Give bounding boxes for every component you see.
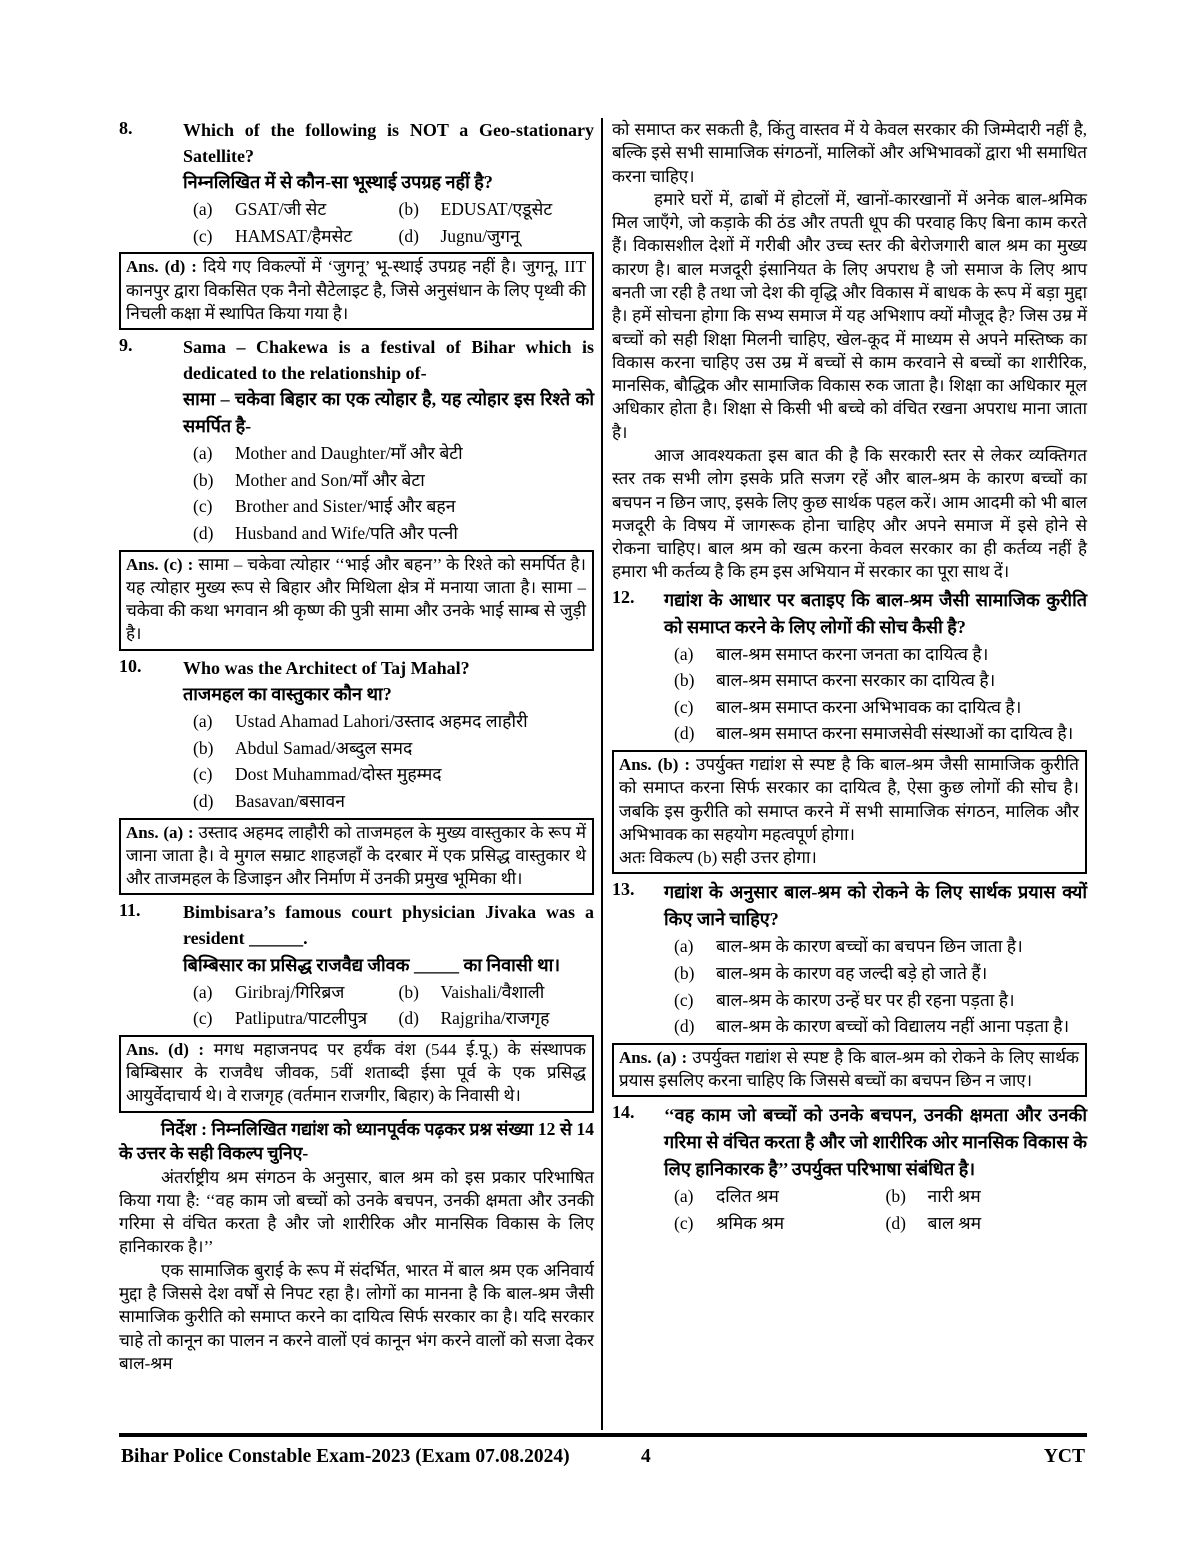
answer-10	[119, 818, 594, 896]
question-9-hindi: सामा – चकेवा बिहार का एक त्योहार है, यह त्योहार इस रिश्ते को समर्पित है-	[183, 389, 594, 437]
option-13a: (a) बाल-श्रम के कारण बच्चों का बचपन छिन जाता है।	[674, 936, 1023, 957]
option-12a: (a) बाल-श्रम समाप्त करना जनता का दायित्व है।	[674, 643, 989, 664]
option-14a: (a) दलित श्रम	[674, 1186, 779, 1207]
question-10-number: 10.	[119, 655, 142, 676]
question-8-options	[183, 196, 594, 249]
answer-9-text: सामा – चकेवा त्योहार ‘‘भाई और बहन’’ के रिश्ते को समर्पित है। यह त्योहार मुख्य रूप से बिहार और मिथिला क्षेत्र में मनाया जाता है। सामा – चकेवा की कथा भगवान श्री कृष्ण की पुत्री सामा और उनके भाई साम्ब से जुड़ी है।	[126, 554, 586, 644]
question-11-number: 11.	[119, 900, 141, 921]
option-11c: (c) Patliputra/पाटलीपुत्र	[193, 1008, 368, 1029]
question-11-english: Bimbisara’s famous court physician Jivaka was a resident ______.	[183, 902, 594, 949]
option-12b: (b) बाल-श्रम समाप्त करना सरकार का दायित्व है।	[674, 670, 996, 691]
answer-13-label: Ans. (a) :	[619, 1047, 688, 1067]
option-9a: (a) Mother and Daughter/माँ और बेटी	[193, 443, 463, 464]
answer-12-main	[619, 753, 1079, 846]
question-8-number: 8.	[119, 118, 133, 138]
question-11-options	[183, 979, 594, 1032]
answer-13	[612, 1043, 1087, 1098]
question-9-number: 9.	[119, 335, 133, 356]
question-10-english: Who was the Architect of Taj Mahal?	[183, 657, 470, 678]
answer-9-label: Ans. (c) :	[126, 554, 194, 574]
option-10a: (a) Ustad Ahamad Lahori/उस्ताद अहमद लाहौरी	[193, 711, 528, 732]
question-8-english: Which of the following is NOT a Geo-stationary Satellite?	[183, 120, 594, 166]
question-10-options	[183, 708, 594, 814]
question-8-hindi: निम्नलिखित में से कौन-सा भूस्थाई उपग्रह नहीं है?	[183, 172, 493, 193]
option-10c: (c) Dost Muhammad/दोस्त मुहम्मद	[193, 764, 442, 785]
option-10b: (b) Abdul Samad/अब्दुल समद	[193, 737, 413, 758]
passage-paragraph-1: अंतर्राष्ट्रीय श्रम संगठन के अनुसार, बाल श्रम को इस प्रकार परिभाषित किया गया है: ‘‘वह काम जो बच्चों को उनके बचपन, उनकी क्षमता और उनकी गरिमा से वंचित करता है और जो शारीरिक और मानसिक विकास के लिए हानिकारक है।’’	[119, 1167, 594, 1257]
question-12-number: 12.	[612, 586, 635, 607]
right-column	[603, 118, 1087, 1430]
answer-11-label: Ans. (d) :	[126, 1039, 205, 1059]
left-column	[119, 118, 603, 1430]
option-9b: (b) Mother and Son/माँ और बेटा	[193, 469, 425, 490]
question-12-options	[664, 641, 1087, 747]
answer-10-text: उस्ताद अहमद लाहौरी को ताजमहल के मुख्य वास्तुकार के रूप में जाना जाता है। वे मुगल सम्राट शाहजहाँ के दरबार में एक प्रसिद्ध वास्तुकार थे और ताजमहल के डिजाइन और निर्माण में उनकी प्रमुख भूमिका थी।	[126, 822, 586, 889]
answer-12-note: अतः विकल्प (b) सही उत्तर होगा।	[619, 848, 817, 868]
answer-12-label: Ans. (b) :	[619, 755, 691, 774]
footer-page-number: 4	[641, 1446, 651, 1467]
page-footer	[119, 1433, 1087, 1467]
option-9c: (c) Brother and Sister/भाई और बहन	[193, 496, 456, 517]
question-13-hindi: गद्यांश के अनुसार बाल-श्रम को रोकने के लिए सार्थक प्रयास क्यों किए जाने चाहिए?	[664, 882, 1087, 930]
answer-8-label: Ans. (d) :	[126, 257, 197, 277]
question-11-hindi: बिम्बिसार का प्रसिद्ध राजवैद्य जीवक _____ का निवासी था।	[183, 954, 561, 975]
passage-paragraph-3: को समाप्त कर सकती है, किंतु वास्तव में ये केवल सरकार की जिम्मेदारी नहीं है, बल्कि इसे सभी सामाजिक संगठनों, मालिकों और अभिभावकों द्वारा भी समाधित करना चाहिए।	[612, 120, 1087, 186]
question-14-options	[664, 1183, 1087, 1236]
question-9-english: Sama – Chakewa is a festival of Bihar which is dedicated to the relationship of-	[183, 337, 594, 383]
answer-11-text: मगध महाजनपद पर हर्यंक वंश (544 ई.पू.) के संस्थापक बिम्बिसार के राजवैध जीवक, 5वीं शताब्दी ईसा पूर्व के एक प्रसिद्ध आयुर्वेदाचार्य थे। वे राजगृह (वर्तमान राजगीर, बिहार) के निवासी थे।	[126, 1039, 586, 1106]
option-9d: (d) Husband and Wife/पति और पत्नी	[193, 523, 458, 543]
answer-12	[612, 750, 1087, 874]
option-11d: (d) Rajgriha/राजगृह	[398, 1008, 550, 1029]
answer-9	[119, 550, 594, 651]
answer-12-text: उपर्युक्त गद्यांश से स्पष्ट है कि बाल-श्रम जैसी सामाजिक कुरीति को समाप्त करना सिर्फ सरकार का दायित्व है, ऐसा कुछ लोगों की सोच है। जबकि इस कुरीति को समाप्त करने में सभी सामाजिक संगठन, मालिक और अभिभावक का सहयोग महत्वपूर्ण होगा।	[619, 755, 1080, 844]
option-11a: (a) Giribraj/गिरिब्रज	[193, 981, 345, 1002]
question-12	[612, 587, 1087, 747]
footer-publisher: YCT	[1043, 1446, 1085, 1467]
option-8d: (d) Jugnu/जुगनू	[398, 225, 520, 246]
question-14-hindi: ‘‘वह काम जो बच्चों को उनके बचपन, उनकी क्षमता और उनकी गरिमा से वंचित करता है और जो शारीरिक ओर मानसिक विकास के लिए हानिकारक है’’ उपर्युक्त परिभाषा संबंधित है।	[664, 1105, 1087, 1180]
question-10-hindi: ताजमहल का वास्तुकार कौन था?	[183, 684, 392, 705]
passage-paragraph-2: एक सामाजिक बुराई के रूप में संदर्भित, भारत में बाल श्रम एक अनिवार्य मुद्दा है जिससे देश वर्षों से निपट रहा है। लोगों का मानना है कि बाल-श्रम जैसी सामाजिक कुरीति को समाप्त करने का दायित्व सिर्फ सरकार का है। यदि सरकार चाहे तो कानून का पालन न करने वालों एवं कानून भंग करने वालों को सजा देकर बाल-श्रम	[119, 1260, 594, 1373]
answer-8	[119, 252, 594, 330]
question-13-number: 13.	[612, 879, 635, 900]
option-8c: (c) HAMSAT/हैमसेट	[193, 225, 353, 246]
question-14-number: 14.	[612, 1102, 635, 1123]
option-11b: (b) Vaishali/वैशाली	[398, 981, 545, 1002]
question-11	[119, 900, 594, 1031]
passage-paragraph-4: हमारे घरों में, ढाबों में होटलों में, खानों-कारखानों में अनेक बाल-श्रमिक मिल जाएँगे, जो कड़ाके की ठंड और तपती धूप की परवाह किए बिना काम करते हैं। विकासशील देशों में गरीबी और उच्च स्तर की बेरोजगारी बाल श्रम का मुख्य कारण है। बाल मजदूरी इंसानियत के लिए अपराध है जो समाज के लिए श्राप बनती जा रही है तथा जो देश की वृद्धि और विकास में बाधक के रूप में बड़ा मुद्दा है। हमें सोचना होगा कि सभ्य समाज में यह अभिशाप क्यों मौजूद है? जिस उम्र में बच्चों को सही शिक्षा मिलनी चाहिए, खेल-कूद में माध्यम से अपने मस्तिष्क का विकास करना चाहिए उस उम्र में बच्चों से काम करवाने से बच्चों का शारीरिक, मानसिक, बौद्धिक और सामाजिक विकास रुक जाता है। शिक्षा का अधिकार मूल अधिकार होता है। शिक्षा से किसी भी बच्चे को वंचित रखना अपराध माना जाता है।	[612, 189, 1087, 442]
option-13b: (b) बाल-श्रम के कारण वह जल्दी बड़े हो जाते हैं।	[674, 963, 988, 983]
question-14	[612, 1102, 1087, 1236]
question-8	[119, 118, 594, 249]
direction-note: निर्देश : निम्नलिखित गद्यांश को ध्यानपूर्वक पढ़कर प्रश्न संख्या 12 से 14 के उत्तर के सही विकल्प चुनिए-	[119, 1118, 594, 1163]
question-13	[612, 879, 1087, 1039]
question-13-options	[664, 933, 1087, 1039]
question-12-hindi: गद्यांश के आधार पर बताइए कि बाल-श्रम जैसी सामाजिक कुरीति को समाप्त करने के लिए लोगों की सोच कैसी है?	[664, 589, 1087, 637]
option-14b: (b) नारी श्रम	[885, 1186, 981, 1207]
option-8a: (a) GSAT/जी सेट	[193, 199, 327, 220]
answer-13-text: उपर्युक्त गद्यांश से स्पष्ट है कि बाल-श्रम को रोकने के लिए सार्थक प्रयास इसलिए करना चाहिए कि जिससे बच्चों का बचपन छिन न जाए।	[619, 1047, 1079, 1091]
two-column-layout	[119, 118, 1087, 1430]
footer-exam-title: Bihar Police Constable Exam-2023 (Exam 07.08.2024)	[121, 1446, 570, 1467]
option-10d: (d) Basavan/बसावन	[193, 791, 345, 812]
option-12c: (c) बाल-श्रम समाप्त करना अभिभावक का दायित्व है।	[674, 696, 1022, 717]
option-13d: (d) बाल-श्रम के कारण बच्चों को विद्यालय नहीं आना पड़ता है।	[674, 1016, 1070, 1037]
option-14c: (c) श्रमिक श्रम	[674, 1212, 785, 1233]
option-13c: (c) बाल-श्रम के कारण उन्हें घर पर ही रहना पड़ता है।	[674, 989, 1015, 1010]
answer-11	[119, 1035, 594, 1113]
option-12d: (d) बाल-श्रम समाप्त करना समाजसेवी संस्थाओं का दायित्व है।	[674, 723, 1074, 744]
answer-10-label: Ans. (a) :	[126, 822, 194, 842]
question-9	[119, 335, 594, 546]
question-10	[119, 656, 594, 815]
option-14d: (d) बाल श्रम	[885, 1212, 982, 1233]
question-9-options	[183, 440, 594, 546]
passage-paragraph-5: आज आवश्यकता इस बात की है कि सरकारी स्तर से लेकर व्यक्तिगत स्तर तक सभी लोग इसके प्रति सजग रहें और बाल-श्रम के कारण बच्चों का बचपन न छिन जाए, इसके लिए कुछ सार्थक पहल करें। आम आदमी को भी बाल मजदूरी के विषय में जागरूक होना चाहिए और अपने समाज में इसे होने से रोकना चाहिए। बाल श्रम को खत्म करना केवल सरकार का ही कर्तव्य नहीं है हमारा भी कर्तव्य है कि हम इस अभियान में सरकार का पूरा साथ दें।	[612, 445, 1087, 582]
option-8b: (b) EDUSAT/एडूसेट	[398, 199, 553, 220]
answer-8-text: दिये गए विकल्पों में ‘जुगनू’ भू-स्थाई उपग्रह नहीं है। जुगनू, IIT कानपुर द्वारा विकसित एक नैनो सैटेलाइट है, जिसे अनुसंधान के लिए पृथ्वी की निचली कक्षा में स्थापित किया गया है।	[126, 257, 586, 323]
